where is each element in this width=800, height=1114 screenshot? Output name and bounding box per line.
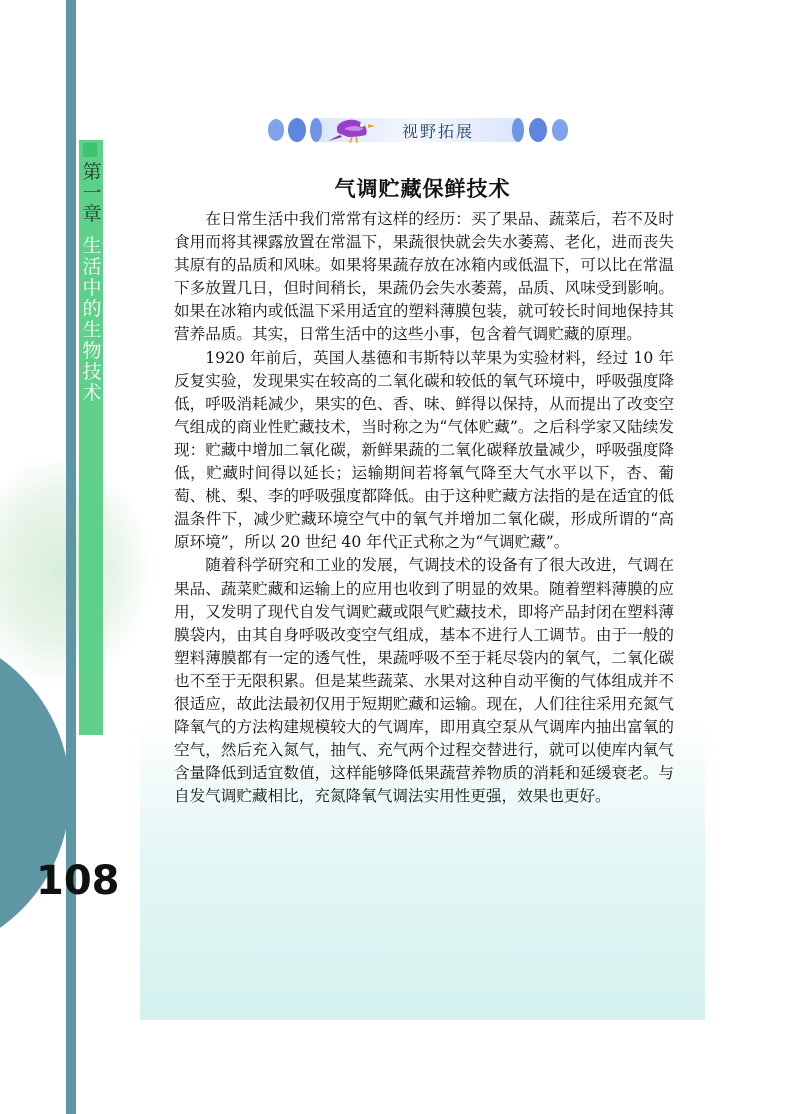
- article-title: 气调贮藏保鲜技术: [334, 176, 511, 201]
- banner-dot: [288, 118, 306, 142]
- paragraph: 随着科学研究和工业的发展，气调技术的设备有了很大改进，气调在果品、蔬菜贮藏和运输上的应用也收到了明显的效果。随着塑料薄膜的应用，又发明了现代自发气调贮藏或限气贮藏技术，即将产品封闭在塑料薄膜袋内，由其自身呼吸改变空气组成，基本不进行人工调节。由于一般的塑料薄膜都有一定的透气性，果蔬呼吸不至于耗尽袋内的氧气，二氧化碳也不至于无限积累。但是某些蔬菜、水果对这种自动平衡的气体组成并不很适应，故此法最初仅用于短期贮藏和运输。现在，人们往往采用充氮气降氧气的方法构建规模较大的气调库，即用真空泵从气调库内抽出富氧的空气，然后充入氮气，抽气、充气两个过程交替进行，就可以使库内氧气含量降低到适宜数值，这样能够降低果蔬营养物质的消耗和延缓衰老。与自发气调贮藏相比，充氮降氧气调法实用性更强，效果也更好。: [174, 556, 674, 806]
- paragraph: 1920 年前后，英国人基德和韦斯特以苹果为实验材料，经过 10 年反复实验，发现果实在较高的二氧化碳和较低的氧气环境中，呼吸强度降低，呼吸消耗减少，果实的色、香、味、鲜得以保持，从而提出了改变空气组成的商业性贮藏技术，当时称之为“气体贮藏”。之后科学家又陆续发现：贮藏中增加二氧化碳，新鲜果蔬的二氧化碳释放量减少，呼吸强度降低，贮藏时间得以延长；运输期间若将氧气降至大气水平以下，杏、葡萄、桃、梨、李的呼吸强度都降低。由于这种贮藏方法指的是在适宜的低温条件下，减少贮藏环境空气中的氧气并增加二氧化碳，形成所谓的“高原环境”，所以 20 世纪 40 年代正式称之为“气调贮藏”。: [174, 348, 674, 552]
- banner-cap: [310, 118, 322, 142]
- banner-dot: [268, 119, 284, 141]
- chapter-marker-square: [83, 143, 97, 157]
- paragraph: 在日常生活中我们常常有这样的经历：买了果品、蔬菜后，若不及时食用而将其裸露放置在常温下，果蔬很快就会失水萎蔫、老化，进而丧失其原有的品质和风味。如果将果蔬存放在冰箱内或低温下，可以比在常温下多放置几日，但时间稍长，果蔬仍会失水萎蔫，品质、风味受到影响。如果在冰箱内或低温下采用适宜的塑料薄膜包装，就可较长时间地保持其营养品质。其实，日常生活中的这些小事，包含着气调贮藏的原理。: [174, 210, 674, 344]
- banner-dot: [552, 119, 568, 141]
- margin-strip: [66, 0, 76, 1114]
- sidebar-top-gap: [79, 0, 103, 140]
- sidebar-chapter-label: 第一章: [82, 161, 102, 225]
- page-number: 108: [36, 858, 120, 904]
- sidebar-subject-label: 生活中的生物技术: [82, 235, 102, 404]
- article-body: [174, 208, 674, 808]
- banner-cap: [512, 118, 524, 142]
- banner-title: 视野拓展: [402, 122, 475, 141]
- banner-dot: [529, 118, 547, 142]
